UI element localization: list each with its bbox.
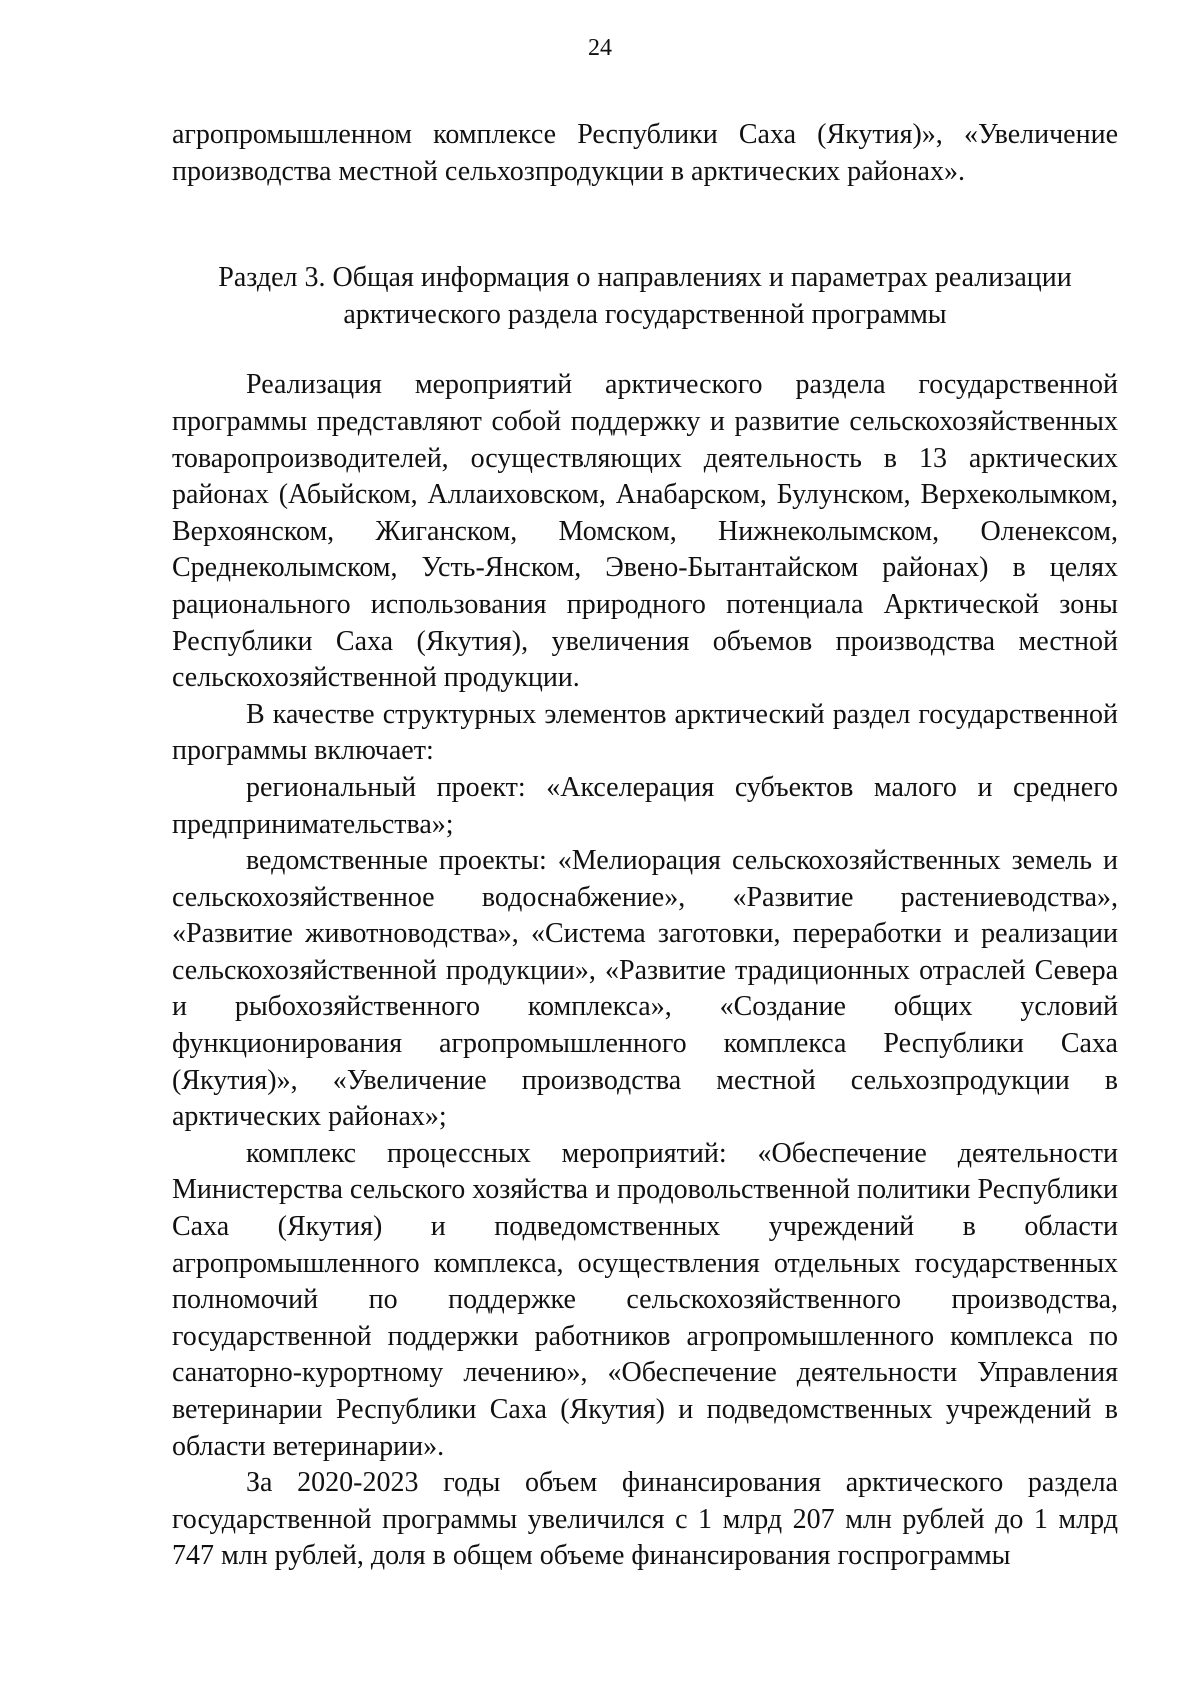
paragraph-process-activities: комплекс процессных мероприятий: «Обеспечение деятельности Министерства сельского хозяйства и продовольственной политики Республики Саха (Якутия) и подведомственных учреждений в области агропромышленного комплекса, осуществления отдельных государственных полномочий по поддержке сельскохозяйственного производства, государственной поддержки работников агропромышленного комплекса по санаторно-курортному лечению», «Обеспечение деятельности Управления ветеринарии Республики Саха (Якутия) и подведомственных учреждений в области ветеринарии». (172, 1137, 1118, 1462)
section-heading-line-1: Раздел 3. Общая информация о направлениях и параметрах реализации (218, 262, 1072, 294)
document-body (172, 117, 1118, 1575)
paragraph-regional-project: региональный проект: «Акселерация субъектов малого и среднего предпринимательства»; (172, 771, 1118, 840)
paragraph-continuation: агропромышленном комплексе Республики Саха (Якутия)», «Увеличение производства местной сельхозпродукции в арктических районах». (172, 119, 1118, 187)
section-heading-line-2: арктического раздела государственной программы (343, 298, 947, 330)
paragraph-implementation: Реализация мероприятий арктического раздела государственной программы представляют собой поддержку и развитие сельскохозяйственных товаропроизводителей, осуществляющих деятельность в 13 арктических районах (Абыйском, Аллаиховском, Анабарском, Булунском, Верхеколымком, Верхоянском, Жиганском, Момском, Нижнеколымском, Оленексом, Среднеколымском, Усть-Янском, Эвено-Бытантайском районах) в целях рационального использования природного потенциала Арктической зоны Республики Саха (Якутия), увеличения объемов производства местной сельскохозяйственной продукции. (172, 369, 1118, 694)
page-number: 24 (588, 35, 612, 61)
paragraph-financing: За 2020-2023 годы объем финансирования арктического раздела государственной программы увеличился с 1 млрд 207 млн рублей до 1 млрд 747 млн рублей, доля в общем объеме финансирования госпрограммы (172, 1467, 1118, 1572)
paragraph-departmental-projects: ведомственные проекты: «Мелиорация сельскохозяйственных земель и сельскохозяйственное водоснабжение», «Развитие растениеводства», «Развитие животноводства», «Система заготовки, переработки и реализации сельскохозяйственной продукции», «Развитие традиционных отраслей Севера и рыбохозяйственного комплекса», «Создание общих условий функционирования агропромышленного комплекса Республики Саха (Якутия)», «Увеличение производства местной сельхозпродукции в арктических районах»; (172, 845, 1118, 1133)
paragraph-structural-elements: В качестве структурных элементов арктический раздел государственной программы включает: (172, 698, 1118, 767)
section-heading (172, 260, 1118, 333)
